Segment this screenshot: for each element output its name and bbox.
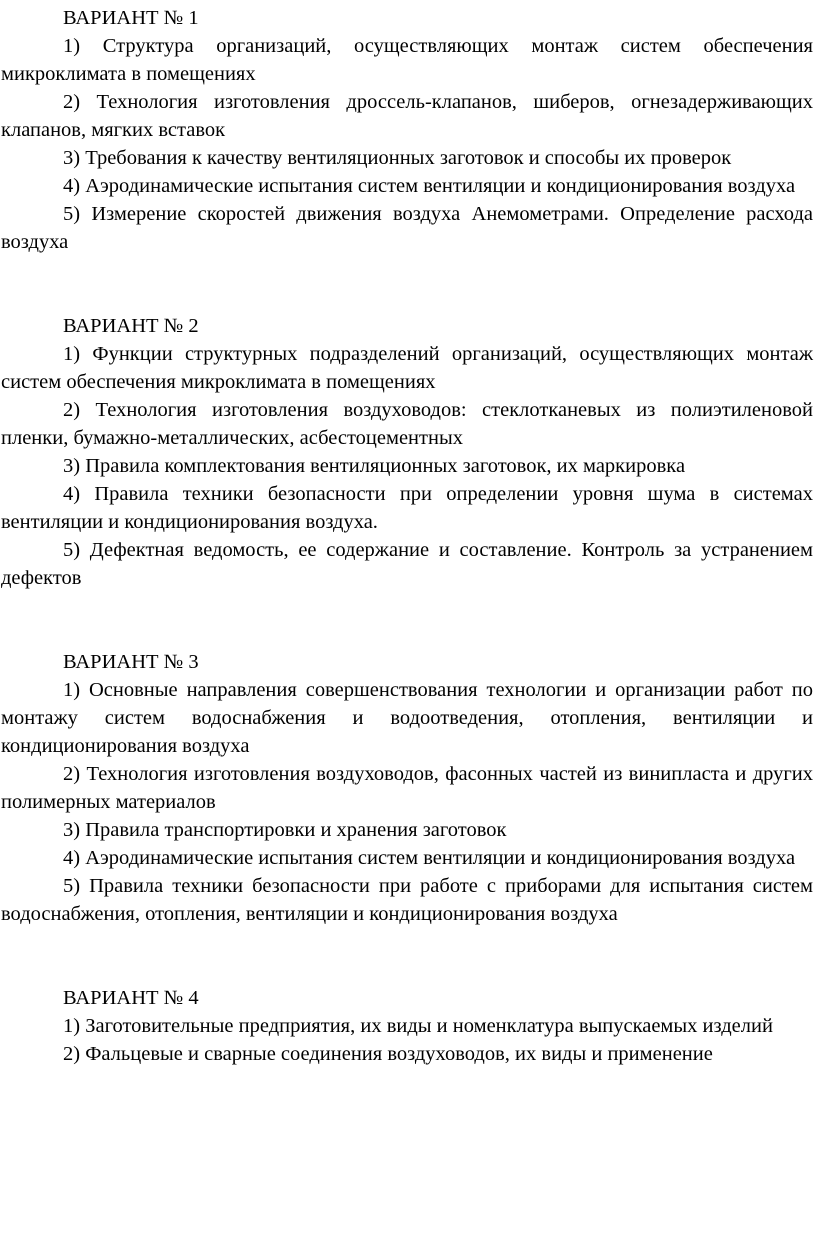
question-item: 1) Заготовительные предприятия, их виды и номенклатура выпускаемых изделий: [63, 1015, 773, 1037]
variant-3: [1, 648, 813, 928]
variant-2: [1, 312, 813, 592]
variant-title: ВАРИАНТ № 4: [63, 987, 199, 1009]
question-item: 4) Правила техники безопасности при определении уровня шума в системах вентиляции и кондиционирования воздуха.: [1, 483, 813, 533]
question-item: 2) Технология изготовления дроссель-клапанов, шиберов, огнезадерживающих клапанов, мягких вставок: [1, 91, 813, 141]
question-item: 2) Фальцевые и сварные соединения воздуховодов, их виды и применение: [63, 1043, 713, 1065]
question-item: 3) Правила комплектования вентиляционных заготовок, их маркировка: [63, 455, 686, 477]
question-item: 1) Основные направления совершенствования технологии и организации работ по монтажу систем водоснабжения и водоотведения, отопления, вентиляции и кондиционирования воздуха: [1, 679, 813, 757]
question-item: 5) Правила техники безопасности при работе с приборами для испытания систем водоснабжения, отопления, вентиляции и кондиционирования воздуха: [1, 875, 813, 925]
question-item: 1) Функции структурных подразделений организаций, осуществляющих монтаж систем обеспечения микроклимата в помещениях: [1, 343, 813, 393]
question-item: 4) Аэродинамические испытания систем вентиляции и кондиционирования воздуха: [63, 175, 796, 197]
question-item: 3) Требования к качеству вентиляционных заготовок и способы их проверок: [63, 147, 732, 169]
question-item: 5) Дефектная ведомость, ее содержание и составление. Контроль за устранением дефектов: [1, 539, 813, 589]
question-item: 2) Технология изготовления воздуховодов, фасонных частей из винипласта и других полимерных материалов: [1, 763, 813, 813]
question-item: 1) Структура организаций, осуществляющих монтаж систем обеспечения микроклимата в помещениях: [1, 35, 813, 85]
variant-title: ВАРИАНТ № 3: [63, 651, 199, 673]
variant-title: ВАРИАНТ № 2: [63, 315, 199, 337]
variant-4: [1, 984, 813, 1068]
variant-1: [1, 4, 813, 256]
variant-title: ВАРИАНТ № 1: [63, 7, 199, 29]
question-item: 2) Технология изготовления воздуховодов: стеклотканевых из полиэтиленовой пленки, бумажно-металлических, асбестоцементных: [1, 399, 813, 449]
question-item: 5) Измерение скоростей движения воздуха Анемометрами. Определение расхода воздуха: [1, 203, 813, 253]
question-item: 4) Аэродинамические испытания систем вентиляции и кондиционирования воздуха: [63, 847, 796, 869]
question-item: 3) Правила транспортировки и хранения заготовок: [63, 819, 507, 841]
